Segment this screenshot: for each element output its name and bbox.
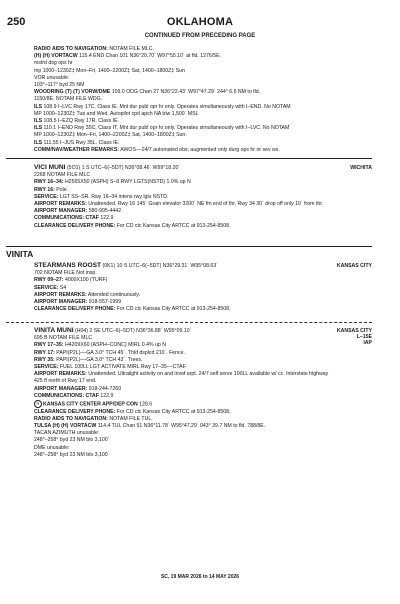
line-text: 1150/8E. NOTAM FILE WDG.	[34, 96, 103, 103]
line-label: TULSA (H) (H) VORTACW	[34, 423, 97, 430]
line-label: RWY 16–34:	[34, 179, 64, 186]
line-text: AWOS––24/7 automated obs; augmented only durg ops hr or sev wx.	[119, 146, 280, 153]
line-text: 128.6	[137, 401, 153, 408]
city-heading: VINITA	[6, 249, 34, 259]
entry-line	[34, 342, 372, 349]
line-label: AIRPORT MANAGER:	[34, 385, 88, 392]
line-text: 248°–258° byd 23 NM blo 3,100´	[34, 451, 110, 458]
line-label: (H) (H) VORTACW	[34, 53, 78, 60]
vici-entry	[34, 164, 372, 230]
section-rule	[6, 246, 372, 247]
page-number: 250	[7, 16, 26, 28]
iap-label: IAP	[363, 340, 372, 346]
entry-line	[34, 75, 372, 82]
line-text: For CD ctc Kansas City ARTCC at 913-254-8508.	[115, 306, 231, 313]
line-text: Attended continuously.	[86, 291, 141, 298]
line-text: 103°–117° byd 25 NM	[34, 82, 85, 89]
entry-line	[34, 53, 372, 60]
entry-line	[34, 416, 372, 423]
entry-line	[34, 68, 372, 75]
entry-line	[34, 60, 372, 67]
line-text: 248°–258° byd 23 NM blo 3,100´	[34, 437, 110, 444]
entry-line	[34, 96, 372, 103]
line-text: 109.0 ODG Chan 27 N36°22.43´ W97°47.29´ 244° 6.6 NM to fld.	[110, 89, 261, 96]
entry-line	[34, 299, 372, 306]
line-text: 918-557-1999	[87, 299, 122, 306]
entry-line	[34, 378, 372, 385]
line-label: COMMUNICATIONS: CTAF	[34, 215, 99, 222]
line-text: 580-995-4442	[87, 208, 122, 215]
entry-line	[34, 409, 372, 416]
line-label: AIRPORT REMARKS:	[34, 201, 87, 208]
line-text: 108.5 I–EZQ Rwy 17R. Class IE.	[42, 118, 120, 125]
line-label: AIRPORT MANAGER:	[34, 208, 88, 215]
line-label: SERVICE:	[34, 364, 59, 371]
line-label: AIRPORT REMARKS:	[34, 371, 87, 378]
stearmans-details	[34, 270, 372, 313]
entry-line	[34, 452, 372, 459]
entry-line	[34, 335, 372, 342]
radar-symbol-icon: R	[34, 400, 42, 408]
line-label: ILS	[34, 125, 43, 132]
line-text: 111.55 I–JUS Rwy 35L. Class IE.	[42, 139, 120, 146]
line-text: 122.9	[98, 215, 114, 222]
entry-line	[34, 132, 372, 139]
vinita-muni-region	[337, 328, 372, 346]
entry-line	[34, 82, 372, 89]
line-label: RWY 09–27:	[34, 277, 64, 284]
airport-info: (0K1) 10 S UTC–6(–5DT) N36°29.31´ W95°08.63´	[101, 263, 218, 269]
entry-line	[34, 104, 372, 111]
vici-details	[34, 172, 372, 230]
line-label: CLEARANCE DELIVERY PHONE:	[34, 222, 116, 229]
section-rule	[6, 158, 372, 159]
line-text: PAPI(P2L)––GA 3.0° TCH 45´. Thld dsplcd 210´. Fence.	[54, 349, 185, 356]
airport-name: STEARMANS ROOST	[34, 262, 102, 269]
line-text: DME unusable:	[34, 444, 70, 451]
region-label: KANSAS CITY	[336, 328, 372, 334]
entry-line	[34, 430, 372, 437]
entry-line	[34, 393, 372, 400]
line-text: NOTAM FILE MLC.	[107, 46, 154, 52]
line-label: COMM/NAV/WEATHER REMARKS:	[34, 146, 120, 153]
line-text: 918-244-7260	[87, 385, 122, 392]
line-text: mp 1000–1230Z‡ Mon–Fri, 1400–2200Z‡ Sat, 1400–1800Z‡ Sun	[34, 67, 185, 74]
line-label: ILS	[34, 139, 43, 146]
effective-dates: SC, 19 MAR 2026 to 14 MAY 2026	[160, 574, 240, 580]
entry-line	[34, 172, 372, 179]
entry-line	[34, 350, 372, 357]
line-label: AIRPORT MANAGER:	[34, 299, 88, 306]
entry-line	[34, 201, 372, 208]
entry-line	[34, 194, 372, 201]
entry-line	[34, 125, 372, 132]
airport-name: VINITA MUNI	[34, 327, 74, 334]
entry-line	[34, 89, 372, 96]
continued-banner: CONTINUED FROM PRECEDING PAGE	[144, 33, 256, 39]
line-text: mstrd dsg ops hr	[34, 60, 73, 67]
stearmans-entry	[34, 262, 372, 313]
line-label: SERVICE:	[34, 193, 59, 200]
chart-label: L–15E	[356, 334, 372, 340]
line-label: RWY 17–35:	[34, 342, 64, 349]
stearmans-region: KANSAS CITY	[336, 263, 372, 269]
line-text: 4000X100 (TURF)	[63, 277, 108, 284]
line-text: 114.4 TUL Chan 91 N36°11.78´ W95°47.29´ 043° 39.7 NM to fld. 788/8E.	[96, 423, 266, 430]
line-text: For CD ctc Kansas City ARTCC at 913-254-8508.	[115, 408, 231, 415]
entry-line	[34, 285, 372, 292]
vici-header	[34, 164, 372, 172]
line-text: PAPI(P2L)––GA 3.0° TCH 43´. Trees.	[54, 356, 143, 363]
line-text: H4209X60 (ASPH–CONC) MIRL 0.4% up N	[63, 342, 166, 349]
entry-line	[34, 147, 372, 154]
entry-line	[34, 46, 372, 53]
line-text: 2268 NOTAM FILE MLC	[34, 172, 91, 179]
entry-line	[34, 223, 372, 230]
vici-region: WICHITA	[350, 165, 372, 171]
line-label: WOODRING (T) (T) VORW/DME	[34, 89, 111, 96]
entry-line	[34, 306, 372, 313]
line-label: SERVICE:	[34, 284, 59, 291]
line-text: Pole.	[54, 186, 69, 193]
line-label: RWY 35:	[34, 356, 55, 363]
line-text: Unattended. Ultralight activity on and invof arpt. 24/7 self serve 100LL available w/ cc. Interstate highway	[86, 371, 329, 378]
line-text: For CD ctc Kansas City ARTCC at 913-254-8508.	[115, 222, 231, 229]
entry-line	[34, 140, 372, 147]
line-label: RADIO AIDS TO NAVIGATION:	[34, 46, 108, 52]
entry-line	[34, 118, 372, 125]
entry-line	[34, 423, 372, 430]
continued-entry	[34, 46, 372, 154]
line-text: 695 B NOTAM FILE MLC	[34, 335, 93, 342]
entry-line	[34, 445, 372, 452]
line-text: 110.1 I–END Rwy 35C. Class IT. Mnt dur publ opr hr only. Operates simultaneously with I–LVC. No NOTAM	[42, 125, 290, 132]
line-label: AIRPORT REMARKS:	[34, 291, 87, 298]
line-text: 702 NOTAM FILE Not insp.	[34, 270, 97, 277]
entry-line	[34, 386, 372, 393]
line-text: 108.9 I–LVC Rwy 17C. Class IE. Mnt dur publ opr hr only. Operates simultaneously with I–END. No NOTAM	[42, 103, 291, 110]
entry-line	[34, 187, 372, 194]
entry-divider	[6, 322, 372, 323]
line-text: Unattended. Rwy 16 145´ Grain elevator 3200´ NE fm end of thr. Rwy 34 30´ drop off only 10´ from thr.	[86, 201, 324, 208]
state-title: OKLAHOMA	[166, 16, 234, 28]
entry-line	[34, 277, 372, 284]
line-label: CLEARANCE DELIVERY PHONE:	[34, 408, 116, 415]
entry-line	[34, 371, 372, 378]
line-text: 115.4 END Chan 101 N36°20.70´ W97°55.10´ at fld. 1276/5E.	[77, 53, 222, 60]
line-text: H2565X50 (ASPH) S–8 RWY LGTS(NSTD) 1.0% up N	[63, 179, 191, 186]
entry-line	[34, 400, 372, 409]
vinita-muni-details	[34, 335, 372, 459]
line-label: RADIO AIDS TO NAVIGATION:	[34, 415, 108, 422]
line-label: KANSAS CITY CENTER APP/DEP CON	[43, 401, 138, 408]
line-label: ILS	[34, 118, 43, 125]
line-text: 122.9	[98, 392, 114, 399]
entry-line	[34, 208, 372, 215]
entry-line	[34, 111, 372, 118]
line-text: MP 1000–1230Z‡ Tue and Wed. Autopilot cpd apch NA blw 1,500´ MSL	[34, 110, 199, 117]
line-label: ILS	[34, 103, 43, 110]
entry-line	[34, 364, 372, 371]
airport-info: (H04) 2 SE UTC–6(–5DT) N36°36.88´ W95°09.10´	[73, 328, 192, 334]
line-text: MP 1000–1230Z‡ Mon–Fri, 1400–2200Z‡ Sat, 1400–1800Z‡ Sun.	[34, 132, 187, 139]
line-label: CLEARANCE DELIVERY PHONE:	[34, 306, 116, 313]
stearmans-header	[34, 262, 372, 270]
vinita-muni-entry	[34, 327, 372, 459]
entry-line	[34, 437, 372, 444]
line-label: COMMUNICATIONS: CTAF	[34, 392, 99, 399]
line-text: TACAN AZIMUTH unusable:	[34, 430, 100, 437]
airport-name: VICI MUNI	[34, 164, 66, 171]
line-text: VOR unusable:	[34, 74, 70, 81]
airport-info: (5O1) 1 S UTC–6(–5DT) N36°08.46´ W99°18.20´	[65, 165, 181, 171]
vinita-muni-header	[34, 327, 372, 335]
line-text: NOTAM FILE TUL.	[107, 415, 153, 422]
entry-line	[34, 179, 372, 186]
entry-line	[34, 270, 372, 277]
line-label: RWY 16:	[34, 186, 55, 193]
line-text: 425 ft north of Rwy 17 end.	[34, 378, 97, 385]
entry-line	[34, 292, 372, 299]
entry-line	[34, 215, 372, 222]
line-label: RWY 17:	[34, 349, 55, 356]
entry-line	[34, 357, 372, 364]
line-text: S4	[58, 284, 67, 291]
line-text: FUEL 100LL LGT ACTIVATE MIRL Rwy 17–35––CTAF.	[58, 364, 187, 371]
line-text: LGT SS–SR. Rwy 16–34 intens rwy lgts NSTD.	[58, 193, 169, 200]
